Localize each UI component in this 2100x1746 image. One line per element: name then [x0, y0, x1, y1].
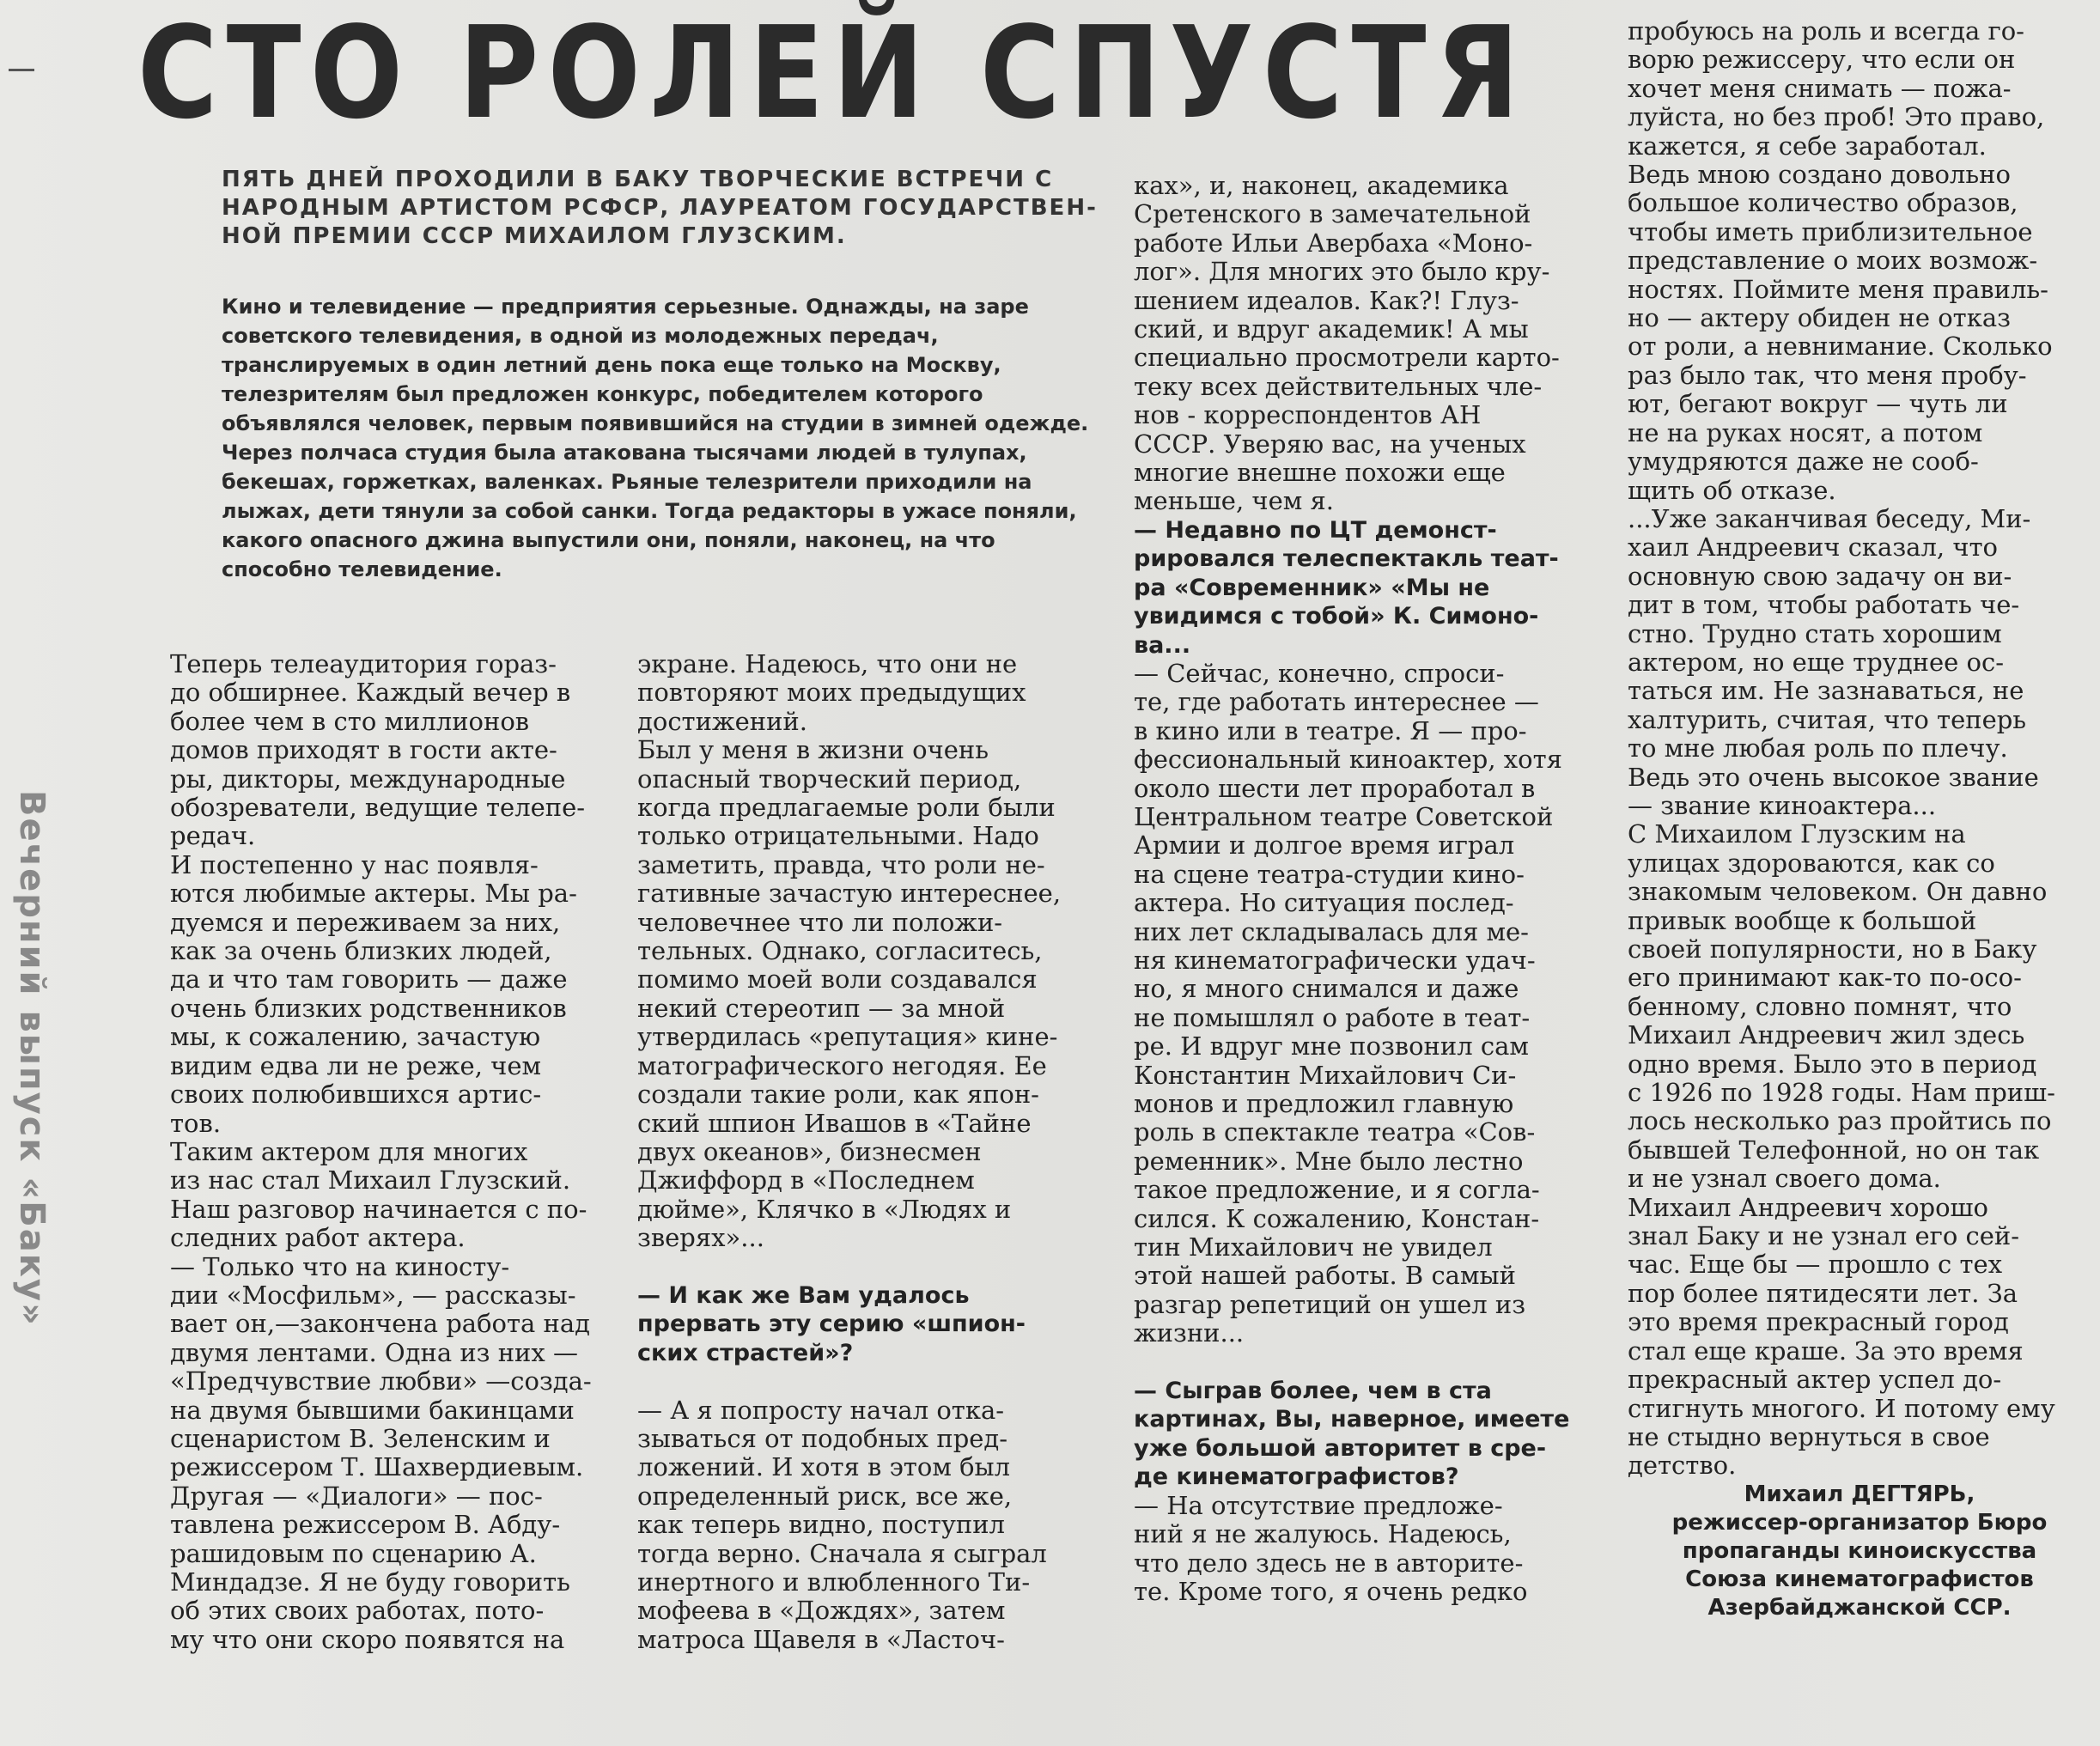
article-line: прервать эту серию «шпион- [637, 1311, 1026, 1338]
article-line: — Сыграв более, чем в ста [1134, 1378, 1492, 1405]
article-line: ва... [1134, 631, 1191, 659]
article-line: экране. Надеюсь, что они не [637, 650, 1018, 678]
article-line: — звание киноактера... [1628, 791, 1937, 820]
article-line: бенному, словно помнят, что [1628, 992, 2012, 1021]
margin-mark [9, 69, 34, 71]
article-line: уже большой авторитет в сре- [1134, 1434, 1547, 1462]
article-line: Теперь телеаудитория гораз- [170, 650, 557, 678]
article-line: — На отсутствие предложе- [1134, 1491, 1503, 1520]
author-signature [1628, 1481, 2091, 1622]
article-line: только отрицательными. Надо [637, 822, 1039, 851]
article-line: — Недавно по ЦТ демонст- [1134, 516, 1497, 544]
article-line: не помышлял о работе в теат- [1134, 1003, 1531, 1032]
article-line: Другая — «Диалоги» — пос- [170, 1481, 543, 1511]
article-line: заметить, правда, что роли не- [637, 850, 1045, 879]
article-line: ностях. Поймите меня правиль- [1628, 275, 2048, 304]
article-line: в кино или в театре. Я — про- [1134, 716, 1527, 745]
article-line: гативные зачастую интереснее, [637, 879, 1062, 909]
article-line: ременник». Мне было лестно [1134, 1147, 1524, 1176]
subtitle-line: ПЯТЬ ДНЕЙ ПРОХОДИЛИ В БАКУ ТВОРЧЕСКИЕ ВСТРЕЧИ С [222, 167, 1054, 192]
article-line: это время прекрасный город [1628, 1308, 2009, 1337]
article-line: раз было так, что меня пробу- [1628, 361, 2027, 390]
article-line: Ведь мною создано довольно [1628, 161, 2011, 190]
article-line: дии «Мосфильм», — рассказы- [170, 1281, 576, 1310]
article-line: матроса Щавеля в «Ласточ- [637, 1625, 1005, 1654]
article-line: режиссером Т. Шахвердиевым. [170, 1453, 584, 1482]
article-line: представление о моих возмож- [1628, 246, 2038, 276]
author-name: Михаил ДЕГТЯРЬ, [1744, 1481, 1975, 1507]
article-line: дит в том, чтобы работать че- [1628, 591, 2020, 620]
article-column-1 [170, 650, 608, 1654]
article-line [637, 1367, 1101, 1396]
article-line: обозреватели, ведущие телепе- [170, 794, 586, 823]
article-line: одно время. Было это в период [1628, 1049, 2037, 1079]
article-line: лог». Для многих это было кру- [1134, 258, 1550, 287]
article-line: его принимают как-то по-осо- [1628, 964, 2022, 993]
article-line: кажется, я себе заработал. [1628, 131, 1987, 161]
article-line: видим едва ли не реже, чем [170, 1051, 542, 1080]
article-line: тавлена режиссером В. Абду- [170, 1511, 561, 1540]
article-line: С Михаилом Глузским на [1628, 820, 1966, 849]
article-line: Был у меня в жизни очень [637, 736, 989, 765]
article-line: мы, к сожалению, зачастую [170, 1023, 541, 1052]
article-line: стно. Трудно стать хорошим [1628, 619, 2002, 648]
article-line: луйста, но без проб! Это право, [1628, 103, 2045, 132]
article-line: до обширнее. Каждый вечер в [170, 678, 571, 708]
article-line: разгар репетиций он ушел из [1134, 1290, 1526, 1319]
article-line: ют, бегают вокруг — чуть ли [1628, 390, 2008, 419]
article-line: Наш разговор начинается с по- [170, 1195, 587, 1224]
headline: СТО РОЛЕЙ СПУСТЯ [137, 0, 1529, 147]
article-line: нов - корреспондентов АН [1134, 401, 1482, 430]
article-line: своей популярности, но в Баку [1628, 935, 2037, 964]
article-line: чтобы иметь приблизительное [1628, 217, 2033, 246]
article-line: человечнее что ли положи- [637, 908, 1003, 937]
article-line: ра «Современник» «Мы не [1134, 574, 1490, 601]
article-line: как теперь видно, поступил [637, 1511, 1005, 1540]
article-line: тин Михайлович не увидел [1134, 1233, 1493, 1262]
article-line: — Сейчас, конечно, спроси- [1134, 659, 1505, 688]
article-line: те. Кроме того, я очень редко [1134, 1577, 1528, 1606]
article-line: ских страстей»? [637, 1339, 854, 1366]
article-line: Миндадзе. Я не буду говорить [170, 1568, 570, 1597]
article-line: некий стереотип — за мной [637, 994, 1006, 1023]
article-line: — А я попросту начал отка- [637, 1396, 1005, 1425]
article-column-2 [637, 650, 1101, 1654]
newspaper-stamp: Вечерний выпуск «Баку» [12, 790, 52, 1327]
article-line: пробуюсь на роль и всегда го- [1628, 17, 2024, 46]
article-line: такое предложение, и я согла- [1134, 1176, 1540, 1205]
article-line: не стыдно вернуться в свое [1628, 1422, 1990, 1451]
article-line: И постепенно у нас появля- [170, 850, 539, 879]
article-line: халтурить, считая, что теперь [1628, 705, 2027, 734]
author-title-line: режиссер-организатор Бюро [1671, 1509, 2048, 1536]
article-line: но, я много снимался и даже [1134, 975, 1519, 1004]
article-line: да и что там говорить — даже [170, 965, 568, 995]
article-line [1134, 1348, 1598, 1377]
article-line: хаил Андреевич сказал, что [1628, 533, 1998, 563]
article-line: стал еще краше. За это время [1628, 1336, 2024, 1366]
article-line: Сретенского в замечательной [1134, 200, 1531, 229]
article-line: помимо моей воли создавался [637, 965, 1038, 995]
article-line: ках», и, наконец, академика [1134, 172, 1509, 200]
article-line [637, 1253, 1101, 1281]
article-line: этой нашей работы. В самый [1134, 1262, 1516, 1291]
article-line: но — актеру обиден не отказ [1628, 304, 2011, 333]
article-line: тогда верно. Сначала я сыграл [637, 1539, 1047, 1568]
article-line: прекрасный актер успел до- [1628, 1366, 2002, 1395]
article-line: теку всех действительных чле- [1134, 372, 1543, 401]
article-line: стигнуть многого. И потому ему [1628, 1394, 2055, 1423]
article-line: увидимся с тобой» К. Симоно- [1134, 603, 1539, 630]
article-line: то мне любая роль по плечу. [1628, 734, 2008, 763]
article-line: знал Баку и не узнал его сей- [1628, 1222, 2020, 1251]
article-line: ...Уже заканчивая беседу, Ми- [1628, 504, 2031, 533]
article-line: зываться от подобных пред- [637, 1424, 1008, 1453]
author-title-line: пропаганды киноискусства [1682, 1537, 2037, 1564]
article-line: рашидовым по сценарию А. [170, 1539, 537, 1568]
article-line: хочет меня снимать — пожа- [1628, 74, 2012, 103]
article-line: рировался телеспектакль теат- [1134, 545, 1559, 573]
article-line: — Только что на киносту- [170, 1252, 510, 1281]
article-line: и не узнал своего дома. [1628, 1165, 1941, 1194]
article-line: привык вообще к большой [1628, 906, 1977, 935]
article-line: улицах здороваются, как со [1628, 849, 1995, 878]
article-line: Джиффорд в «Последнем [637, 1166, 975, 1195]
article-line: ний я не жалуюсь. Надеюсь, [1134, 1520, 1512, 1549]
article-line: утвердилась «репутация» кине- [637, 1023, 1058, 1052]
article-line: Михаил Андреевич хорошо [1628, 1193, 1988, 1222]
article-line: тельных. Однако, согласитесь, [637, 937, 1043, 966]
article-line: фессиональный киноактер, хотя [1134, 745, 1562, 775]
article-line: вает он,—закончена работа над [170, 1310, 591, 1339]
article-line: что дело здесь не в авторите- [1134, 1548, 1524, 1578]
article-line: достижений. [637, 707, 807, 736]
article-line: с 1926 по 1928 годы. Нам приш- [1628, 1079, 2055, 1108]
article-line: как за очень близких людей, [170, 937, 552, 966]
article-line: тов. [170, 1109, 222, 1138]
article-line: щить об отказе. [1628, 476, 1836, 505]
article-line: об этих своих работах, пото- [170, 1597, 545, 1626]
article-line: Таким актером для многих [170, 1137, 528, 1166]
author-title-line: Союза кинематографистов [1685, 1566, 2034, 1592]
article-line: ворю режиссеру, что если он [1628, 46, 2016, 75]
article-line: многие внешне похожи еще [1134, 459, 1506, 488]
article-line: «Предчувствие любви» —созда- [170, 1367, 592, 1396]
article-line: на двумя бывшими бакинцами [170, 1396, 575, 1425]
article-line: создали такие роли, как япон- [637, 1080, 1039, 1110]
article-line: Центральном театре Советской [1134, 802, 1554, 831]
article-line: своих полюбившихся артис- [170, 1080, 542, 1110]
article-line: ются любимые актеры. Мы ра- [170, 879, 577, 909]
article-line: роль в спектакле театра «Сов- [1134, 1118, 1536, 1147]
article-line: картинах, Вы, наверное, имеете [1134, 1406, 1570, 1433]
article-line: на сцене театра-студии кино- [1134, 860, 1525, 889]
article-line: опасный творческий период, [637, 764, 1022, 794]
article-line: Армии и долгое время играл [1134, 831, 1515, 861]
author-title-line: Азербайджанской ССР. [1707, 1594, 2012, 1621]
article-line: Ведь это очень высокое звание [1628, 763, 2039, 792]
article-line: ский, и вдруг академик! А мы [1134, 315, 1529, 344]
article-line: мофеева в «Дождях», затем [637, 1597, 1006, 1626]
article-line: дюйме», Клячко в «Людях и [637, 1195, 1012, 1224]
article-line: Михаил Андреевич жил здесь [1628, 1021, 2025, 1050]
article-line: ре. И вдруг мне позвонил сам [1134, 1032, 1529, 1062]
article-line: очень близких родственников [170, 994, 567, 1023]
article-line: бывшей Телефонной, но он так [1628, 1135, 2040, 1165]
article-line: пор более пятидесяти лет. За [1628, 1279, 2018, 1308]
article-line: определенный риск, все же, [637, 1481, 1013, 1511]
article-line: ложений. И хотя в этом был [637, 1453, 1011, 1482]
intro-paragraph: Кино и телевидение — предприятия серьезные. Однажды, на заре советского телевидения, в одной из молодежных передач, транслируемых в один летний день пока еще только на Москву, телезрителям был предложен конкурс, победителем которого объявлялся человек, первым появившийся на студии в зимней одежде. Через полчаса студия была атакована тысячами людей в тулупах, бекешах, горжетках, валенках. Рьяные телезрители приходили на лыжах, дети тянули за собой санки. Тогда редакторы в ужасе поняли, какого опасного джина выпустили они, поняли, наконец, на что способно телевидение. [222, 295, 1089, 581]
article-line: актером, но еще труднее ос- [1628, 648, 2005, 677]
article-line: умудряются даже не сооб- [1628, 447, 1979, 477]
article-line: более чем в сто миллионов [170, 707, 530, 736]
article-line: зверях»... [637, 1224, 764, 1253]
article-line: сценаристом В. Зеленским и [170, 1424, 551, 1453]
subtitle-line: НОЙ ПРЕМИИ СССР МИХАИЛОМ ГЛУЗСКИМ. [222, 223, 847, 249]
article-line: редач. [170, 822, 256, 851]
article-line: Константин Михайлович Си- [1134, 1061, 1517, 1090]
article-line: специально просмотрели карто- [1134, 344, 1560, 373]
article-line: детство. [1628, 1451, 1737, 1481]
article-line: те, где работать интереснее — [1134, 688, 1539, 717]
article-line: ры, дикторы, международные [170, 764, 566, 794]
article-line: ня кинематографически удач- [1134, 946, 1536, 975]
article-line: сился. К сожалению, Констан- [1134, 1204, 1540, 1233]
article-line: СССР. Уверяю вас, на ученых [1134, 429, 1526, 459]
article-line: около шести лет проработал в [1134, 774, 1536, 803]
article-line: двумя лентами. Одна из них — [170, 1338, 578, 1367]
article-line: де кинематографистов? [1134, 1463, 1459, 1491]
article-line: следних работ актера. [170, 1224, 466, 1253]
article-line: из нас стал Михаил Глузский. [170, 1166, 571, 1195]
article-line: — И как же Вам удалось [637, 1281, 970, 1309]
article-column-3 [1134, 172, 1598, 1606]
article-line: знакомым человеком. Он давно [1628, 878, 2048, 907]
subtitle-line: НАРОДНЫМ АРТИСТОМ РСФСР, ЛАУРЕАТОМ ГОСУДАРСТВЕН- [222, 195, 1098, 221]
article-line: большое количество образов, [1628, 189, 2018, 218]
article-line: работе Ильи Авербаха «Моно- [1134, 228, 1533, 258]
article-line: меньше, чем я. [1134, 487, 1335, 516]
article-line: час. Еще бы — прошло с тех [1628, 1250, 2003, 1280]
article-line: шением идеалов. Как?! Глуз- [1134, 286, 1519, 315]
article-line: когда предлагаемые роли были [637, 794, 1056, 823]
article-line: инертного и влюбленного Ти- [637, 1568, 1031, 1597]
article-line: жизни... [1134, 1319, 1245, 1348]
article-column-4 [1628, 17, 2091, 1622]
article-line: матографического негодяя. Ее [637, 1051, 1047, 1080]
article-line: му что они скоро появятся на [170, 1625, 565, 1654]
article-line: монов и предложил главную [1134, 1090, 1514, 1118]
article-line: домов приходят в гости акте- [170, 736, 557, 765]
article-line: лось несколько раз пройтись по [1628, 1107, 2052, 1136]
article-line: двух океанов», бизнесмен [637, 1137, 982, 1166]
article-line: повторяют моих предыдущих [637, 678, 1026, 708]
subtitle [222, 166, 1098, 251]
article-line: таться им. Не зазнаваться, не [1628, 677, 2024, 706]
article-line: ский шпион Ивашов в «Тайне [637, 1109, 1032, 1138]
article-line: не на руках носят, а потом [1628, 418, 1983, 447]
article-line: них лет складывалась для ме- [1134, 917, 1529, 946]
article-line: актера. Но ситуация послед- [1134, 889, 1514, 918]
article-line: основную свою задачу он ви- [1628, 562, 2012, 591]
article-line: от роли, а невнимание. Сколько [1628, 332, 2053, 362]
article-line: дуемся и переживаем за них, [170, 908, 561, 937]
